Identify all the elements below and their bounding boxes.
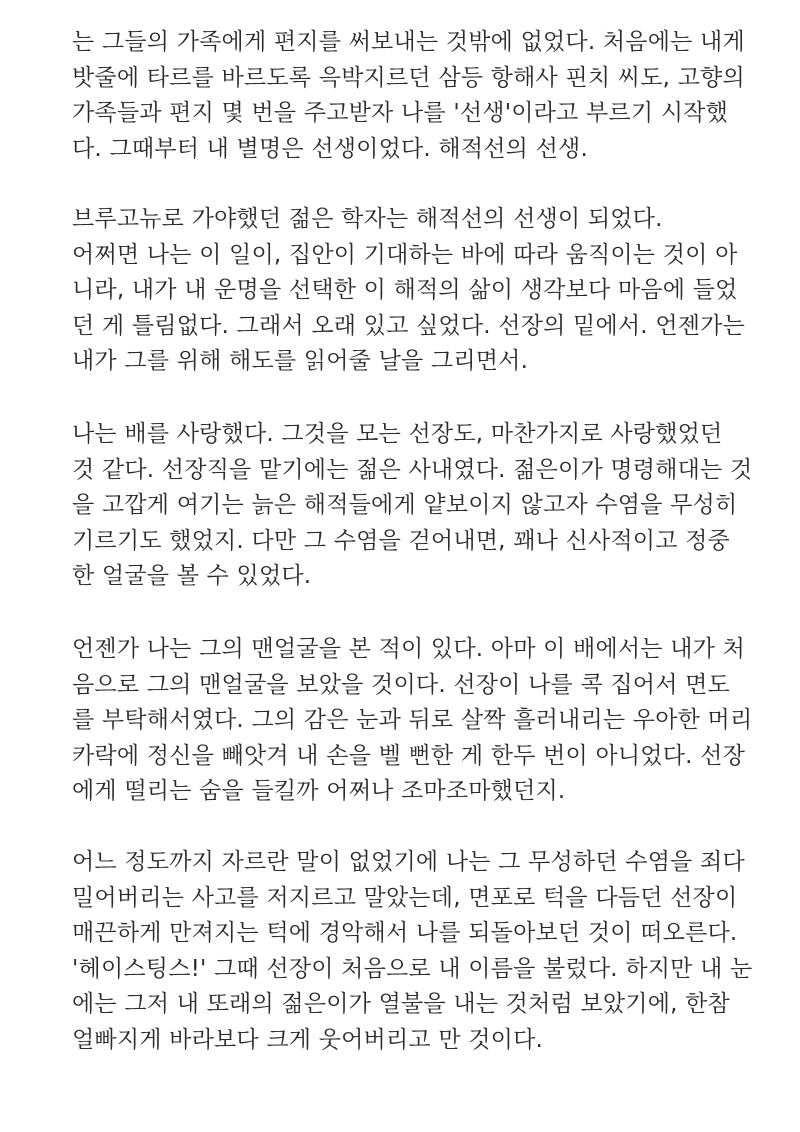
text-line: 나는 배를 사랑했다. 그것을 모는 선장도, 마찬가지로 사랑했었던	[72, 421, 723, 447]
text-line: 밧줄에 타르를 바르도록 윽박지르던 삼등 항해사 핀치 씨도, 고향의	[72, 64, 745, 91]
text-line: 어쩌면 나는 이 일이, 집안이 기대하는 바에 따라 움직이는 것이 아	[72, 241, 738, 268]
text-line: 기르기도 했었지. 다만 그 수염을 걷어내면, 꽤나 신사적이고 정중	[72, 527, 730, 554]
text-line: 매끈하게 만져지는 턱에 경악해서 나를 되돌아보던 것이 떠오른다.	[72, 920, 738, 946]
text-line: '헤이스팅스!' 그때 선장이 처음으로 내 이름을 불렀다. 하지만 내 눈	[72, 955, 753, 982]
text-line: 카락에 정신을 빼앗겨 내 손을 벨 뻔한 게 한두 번이 아니었다. 선장	[72, 742, 746, 769]
paragraph-5	[72, 845, 772, 1058]
text-line: 니라, 내가 내 운명을 선택한 이 해적의 삶이 생각보다 마음에 들었	[72, 277, 738, 303]
text-line: 음으로 그의 맨얼굴을 보았을 것이다. 선장이 나를 콕 집어서 면도	[72, 671, 730, 698]
text-line: 얼빠지게 바라보다 크게 웃어버리고 만 것이다.	[72, 1026, 544, 1053]
paragraph-4	[72, 632, 772, 810]
text-line: 다. 그때부터 내 별명은 선생이었다. 해적선의 선생.	[72, 135, 588, 162]
text-line: 것 같다. 선장직을 맡기에는 젊은 사내였다. 젊은이가 명령해대는 것	[72, 456, 753, 483]
paragraph-3	[72, 417, 772, 595]
text-line: 을 고깝게 여기는 늙은 해적들에게 얕보이지 않고자 수염을 무성히	[72, 492, 738, 518]
text-line: 던 게 틀림없다. 그래서 오래 있고 싶었다. 선장의 밑에서. 언젠가는	[72, 312, 746, 339]
text-line: 한 얼굴을 볼 수 있었다.	[72, 563, 312, 589]
text-line: 어느 정도까지 자르란 말이 없었기에 나는 그 무성하던 수염을 죄다	[72, 849, 745, 875]
text-line: 에게 떨리는 숨을 들킬까 어쩌나 조마조마했던지.	[72, 778, 566, 804]
text-line: 를 부탁해서였다. 그의 감은 눈과 뒤로 살짝 흘러내리는 우아한 머리	[72, 707, 753, 733]
text-line: 가족들과 편지 몇 번을 주고받자 나를 '선생'이라고 부르기 시작했	[72, 100, 729, 126]
text-line: 브루고뉴로 가야했던 젊은 학자는 해적선의 선생이 되었다.	[72, 206, 663, 232]
text-line: 밀어버리는 사고를 저지르고 말았는데, 면포로 턱을 다듬던 선장이	[72, 884, 738, 911]
text-line: 내가 그를 위해 해도를 읽어줄 날을 그리면서.	[72, 348, 529, 374]
paragraph-1	[72, 25, 772, 167]
text-line: 에는 그저 내 또래의 젊은이가 열불을 내는 것처럼 보았기에, 한참	[72, 991, 730, 1017]
text-line: 는 그들의 가족에게 편지를 써보내는 것밖에 없었다. 처음에는 내게	[72, 29, 745, 55]
paragraph-2	[72, 202, 772, 380]
text-line: 언젠가 나는 그의 맨얼굴을 본 적이 있다. 아마 이 배에서는 내가 처	[72, 636, 746, 662]
